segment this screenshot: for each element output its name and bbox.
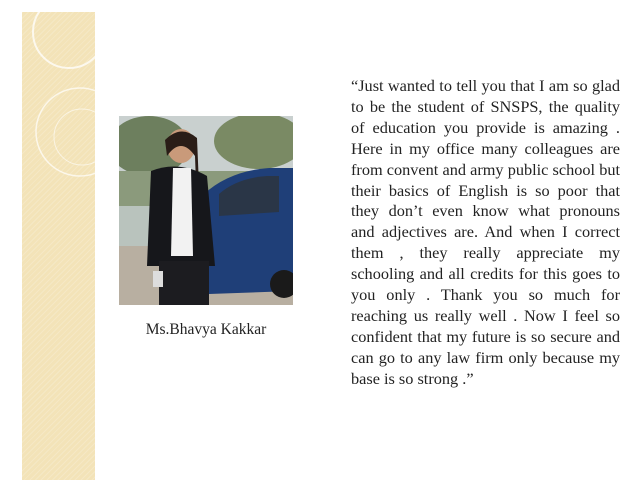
decorative-circles [22, 12, 95, 480]
decorative-side-strip [22, 12, 95, 480]
testimonial-quote: “Just wanted to tell you that I am so glad to be the student of SNSPS, the quality of education you provide is amazing . Here in my office many colleagues are from convent and army public school but their basics of English is so poor that they don’t even know what pronouns and adjectives are. And when I correct them , they really appreciate my schooling and all credits for this goes to you only . Thank you so much for reaching us really well . Now I feel so confident that my future is so secure and can go to any law firm only because my base is so strong .” [351, 76, 620, 388]
profile-photo [119, 116, 293, 305]
person-name-caption: Ms.Bhavya Kakkar [145, 321, 267, 338]
